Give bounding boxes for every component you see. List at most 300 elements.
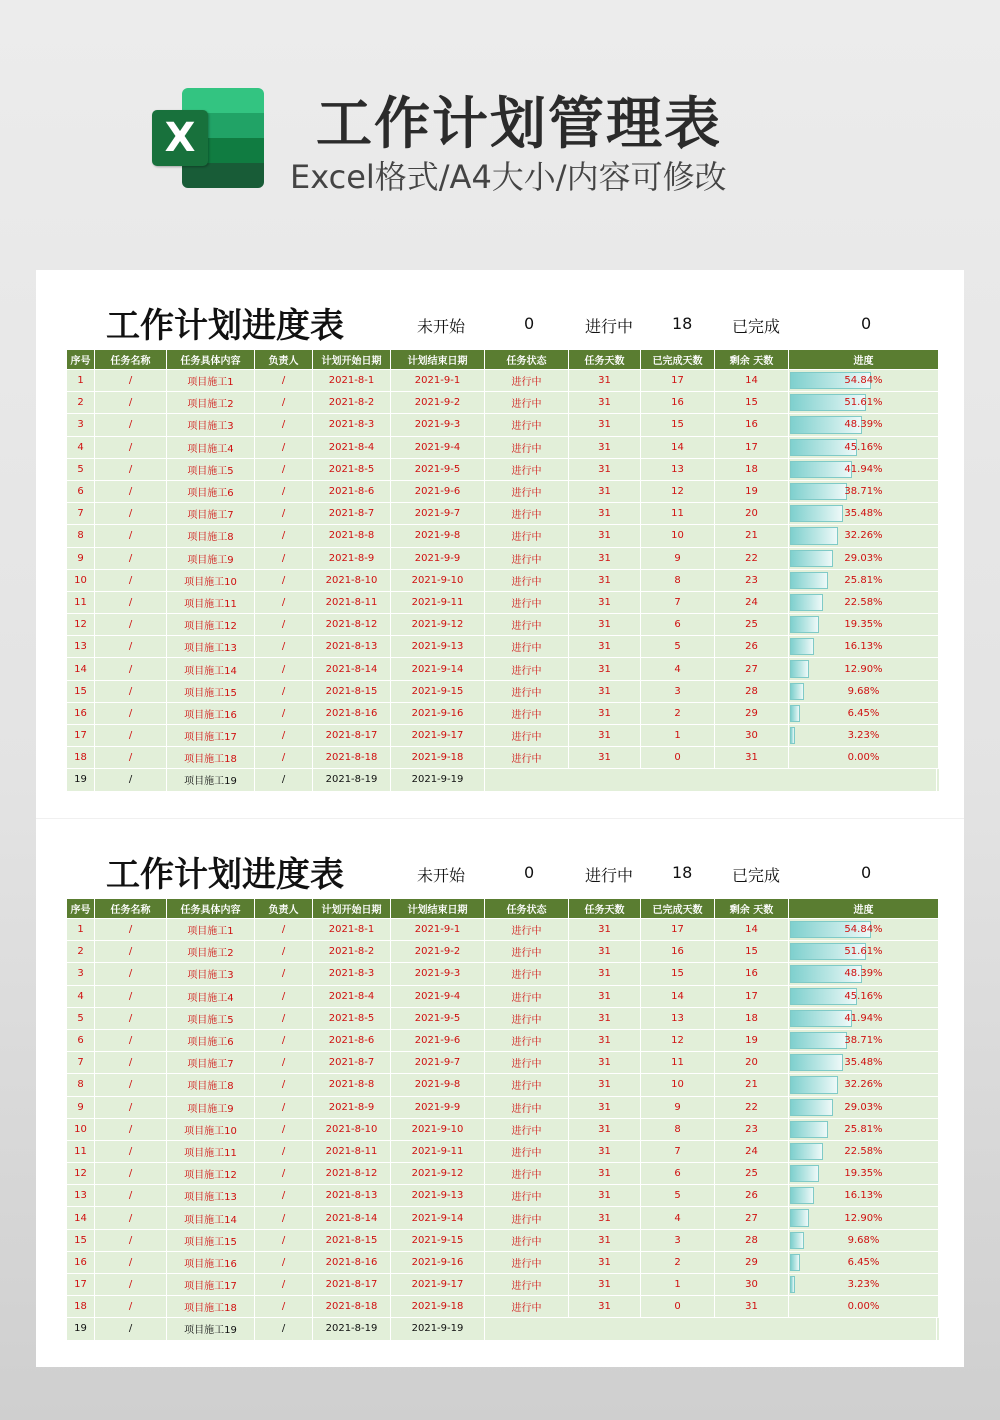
- table-cell: 25: [715, 1163, 789, 1184]
- table-cell: /: [255, 1119, 313, 1140]
- table-row: [67, 548, 939, 570]
- progress-bar: [790, 727, 795, 744]
- table-cell: 项目施工12: [167, 1163, 255, 1184]
- table-cell: 30: [715, 725, 789, 746]
- column-header: 剩余 天数: [715, 899, 789, 918]
- table-cell: 24: [715, 592, 789, 613]
- table-cell: 2021-8-7: [313, 1052, 391, 1073]
- table-cell: /: [255, 1097, 313, 1118]
- table-cell: 2021-9-8: [391, 1074, 485, 1095]
- table-cell: 17: [641, 919, 715, 940]
- table-cell: /: [95, 414, 167, 435]
- table-cell: 31: [569, 1163, 641, 1184]
- sheet-preview-1: [36, 270, 964, 818]
- table-cell: /: [95, 725, 167, 746]
- table-cell: 31: [569, 1274, 641, 1295]
- table-cell: /: [255, 1074, 313, 1095]
- progress-bar: [790, 572, 828, 589]
- table-row: [67, 503, 939, 525]
- progress-bar: [790, 461, 852, 478]
- progress-bar: [790, 1076, 838, 1093]
- column-header: 已完成天数: [641, 350, 715, 369]
- progress-value: 0.00%: [847, 752, 880, 764]
- table-cell: 31: [569, 1230, 641, 1251]
- table-cell: 3: [67, 414, 95, 435]
- in-progress-label: 进行中: [585, 866, 634, 885]
- progress-value: 38.71%: [844, 486, 883, 498]
- table-cell: /: [95, 481, 167, 502]
- excel-x-icon: X: [152, 110, 208, 166]
- table-cell: 2021-9-11: [391, 592, 485, 613]
- table-cell: 14: [67, 658, 95, 679]
- table-cell: 8: [641, 570, 715, 591]
- table-cell: 2021-9-17: [391, 725, 485, 746]
- table-cell: 31: [569, 1074, 641, 1095]
- progress-bar: [790, 1099, 833, 1116]
- progress-table: [67, 350, 939, 792]
- table-row: [67, 1008, 939, 1030]
- table-cell: 2021-9-8: [391, 525, 485, 546]
- progress-bar: [790, 1054, 843, 1071]
- progress-value: 16.13%: [844, 1190, 883, 1202]
- table-cell: 15: [641, 414, 715, 435]
- table-cell: 项目施工6: [167, 1030, 255, 1051]
- progress-cell: [789, 459, 939, 480]
- table-cell: /: [255, 614, 313, 635]
- table-cell: /: [255, 1252, 313, 1273]
- progress-cell: [789, 548, 939, 569]
- table-cell: 15: [67, 1230, 95, 1251]
- table-cell: /: [95, 437, 167, 458]
- excel-logo: [152, 88, 264, 188]
- table-cell: 14: [641, 986, 715, 1007]
- table-cell: 17: [67, 1274, 95, 1295]
- table-cell: 8: [641, 1119, 715, 1140]
- table-cell: 项目施工5: [167, 1008, 255, 1029]
- table-cell: 31: [569, 481, 641, 502]
- progress-value: 12.90%: [844, 1212, 883, 1224]
- table-cell: 4: [67, 437, 95, 458]
- progress-cell: [789, 658, 939, 679]
- table-row: [67, 570, 939, 592]
- table-cell: 项目施工7: [167, 503, 255, 524]
- table-cell: 9: [641, 1097, 715, 1118]
- table-cell: 10: [67, 570, 95, 591]
- table-cell: 进行中: [485, 570, 569, 591]
- progress-cell: [789, 614, 939, 635]
- column-header: 任务天数: [569, 350, 641, 369]
- page-title: 工作计划管理表: [316, 92, 722, 157]
- table-row: [67, 1141, 939, 1163]
- table-cell: 16: [641, 392, 715, 413]
- table-cell: 28: [715, 1230, 789, 1251]
- table-cell: /: [95, 525, 167, 546]
- table-row: [67, 459, 939, 481]
- table-cell: 4: [67, 986, 95, 1007]
- done-label: 已完成: [732, 866, 781, 885]
- table-cell: 17: [67, 725, 95, 746]
- progress-cell: [789, 392, 939, 413]
- table-row: [67, 1119, 939, 1141]
- table-cell: /: [255, 703, 313, 724]
- table-row: [67, 1163, 939, 1185]
- table-cell: /: [255, 503, 313, 524]
- table-cell: 31: [569, 1185, 641, 1206]
- table-cell: 项目施工14: [167, 658, 255, 679]
- table-cell: 2021-8-8: [313, 1074, 391, 1095]
- table-cell: 31: [569, 392, 641, 413]
- table-cell: 31: [569, 747, 641, 768]
- table-cell: 项目施工13: [167, 1185, 255, 1206]
- table-cell: /: [255, 1052, 313, 1073]
- column-header: 任务天数: [569, 899, 641, 918]
- table-cell: /: [95, 548, 167, 569]
- table-cell: 14: [715, 919, 789, 940]
- table-row: [67, 437, 939, 459]
- table-cell: 项目施工5: [167, 459, 255, 480]
- table-cell: /: [255, 1207, 313, 1228]
- table-cell: 31: [715, 1296, 789, 1317]
- table-cell: 2021-9-7: [391, 503, 485, 524]
- table-cell: 项目施工1: [167, 370, 255, 391]
- table-row: [67, 1097, 939, 1119]
- table-cell: 2021-8-1: [313, 370, 391, 391]
- table-cell: 16: [715, 963, 789, 984]
- progress-bar: [790, 1165, 819, 1182]
- done-count: 0: [861, 314, 872, 333]
- progress-cell: [789, 370, 939, 391]
- table-cell: /: [95, 570, 167, 591]
- table-row: [67, 370, 939, 392]
- table-cell: /: [95, 614, 167, 635]
- not-started-label: 未开始: [417, 866, 466, 885]
- table-cell: 项目施工3: [167, 414, 255, 435]
- table-cell: 2021-8-15: [313, 1230, 391, 1251]
- progress-cell: [789, 986, 939, 1007]
- progress-bar: [790, 505, 843, 522]
- table-cell: 进行中: [485, 1230, 569, 1251]
- table-cell: /: [255, 525, 313, 546]
- table-cell: 2021-9-4: [391, 437, 485, 458]
- table-cell: 2021-9-3: [391, 963, 485, 984]
- table-cell: 项目施工1: [167, 919, 255, 940]
- table-cell: 31: [569, 1097, 641, 1118]
- table-cell: 12: [641, 1030, 715, 1051]
- table-cell: 15: [715, 941, 789, 962]
- table-cell: 2021-9-10: [391, 570, 485, 591]
- progress-value: 41.94%: [844, 463, 883, 475]
- table-cell: /: [95, 986, 167, 1007]
- table-cell: 2021-9-17: [391, 1274, 485, 1295]
- table-cell: 10: [641, 1074, 715, 1095]
- table-cell: 进行中: [485, 437, 569, 458]
- column-header: 任务状态: [485, 899, 569, 918]
- table-row: [67, 986, 939, 1008]
- table-cell: 6: [641, 614, 715, 635]
- progress-value: 32.26%: [844, 1079, 883, 1091]
- table-cell: 7: [67, 503, 95, 524]
- table-cell: 项目施工16: [167, 703, 255, 724]
- table-cell: 16: [641, 941, 715, 962]
- table-cell: 进行中: [485, 919, 569, 940]
- table-cell: /: [95, 636, 167, 657]
- table-cell: 31: [569, 414, 641, 435]
- table-cell: /: [255, 1318, 313, 1339]
- column-header: 序号: [67, 899, 95, 918]
- progress-value: 19.35%: [844, 1168, 883, 1180]
- table-cell: 2021-8-12: [313, 1163, 391, 1184]
- table-cell: 2021-8-10: [313, 1119, 391, 1140]
- table-cell: /: [255, 570, 313, 591]
- table-cell: 30: [715, 1274, 789, 1295]
- progress-bar: [790, 1276, 795, 1293]
- table-cell: 9: [67, 548, 95, 569]
- table-row: [67, 658, 939, 680]
- progress-value: 48.39%: [844, 419, 883, 431]
- table-cell: 2021-8-7: [313, 503, 391, 524]
- table-cell: 16: [715, 414, 789, 435]
- table-cell: 2021-8-4: [313, 437, 391, 458]
- progress-value: 25.81%: [844, 1123, 883, 1135]
- table-cell: 11: [641, 1052, 715, 1073]
- table-cell: /: [95, 459, 167, 480]
- table-cell: 1: [641, 1274, 715, 1295]
- table-cell: 13: [641, 459, 715, 480]
- table-cell: 31: [569, 681, 641, 702]
- table-cell: 项目施工2: [167, 941, 255, 962]
- table-cell: 2021-9-19: [391, 769, 485, 790]
- table-row: [67, 392, 939, 414]
- column-header: 任务名称: [95, 899, 167, 918]
- table-cell: 11: [67, 1141, 95, 1162]
- table-cell: 1: [641, 725, 715, 746]
- table-cell: /: [255, 747, 313, 768]
- progress-bar: [790, 1143, 823, 1160]
- progress-cell: [789, 1097, 939, 1118]
- table-cell: 2021-8-2: [313, 392, 391, 413]
- table-cell: 20: [715, 503, 789, 524]
- table-cell: 项目施工9: [167, 548, 255, 569]
- table-cell: 31: [569, 503, 641, 524]
- table-cell: 14: [641, 437, 715, 458]
- table-cell: 31: [569, 941, 641, 962]
- table-cell: 2021-8-10: [313, 570, 391, 591]
- table-cell: 进行中: [485, 1052, 569, 1073]
- table-cell: 31: [569, 570, 641, 591]
- table-cell: 2021-9-15: [391, 1230, 485, 1251]
- table-cell: 2021-8-4: [313, 986, 391, 1007]
- table-cell: 2: [67, 392, 95, 413]
- not-started-count: 0: [524, 314, 535, 333]
- table-cell: 7: [67, 1052, 95, 1073]
- progress-value: 6.45%: [847, 1256, 880, 1268]
- table-cell: /: [95, 941, 167, 962]
- table-cell: 2021-8-14: [313, 658, 391, 679]
- progress-value: 16.13%: [844, 641, 883, 653]
- progress-value: 29.03%: [844, 1101, 883, 1113]
- table-cell: 20: [715, 1052, 789, 1073]
- progress-cell: [789, 525, 939, 546]
- table-row: [67, 941, 939, 963]
- table-row: [67, 1318, 939, 1340]
- table-cell: 项目施工10: [167, 1119, 255, 1140]
- table-row: [67, 1296, 939, 1318]
- table-cell: /: [255, 370, 313, 391]
- progress-cell: [789, 1008, 939, 1029]
- progress-table: [67, 899, 939, 1341]
- empty-merged-cell: [485, 769, 937, 790]
- table-cell: 27: [715, 1207, 789, 1228]
- table-cell: 2021-8-13: [313, 1185, 391, 1206]
- table-cell: 2021-8-6: [313, 481, 391, 502]
- column-header: 计划结束日期: [391, 350, 485, 369]
- table-cell: /: [95, 1207, 167, 1228]
- table-cell: 31: [715, 747, 789, 768]
- progress-cell: [789, 703, 939, 724]
- table-cell: 2021-8-5: [313, 459, 391, 480]
- table-cell: 进行中: [485, 1252, 569, 1273]
- table-cell: 8: [67, 1074, 95, 1095]
- progress-value: 6.45%: [847, 707, 880, 719]
- table-cell: /: [95, 1318, 167, 1339]
- table-cell: 2021-9-19: [391, 1318, 485, 1339]
- progress-value: 54.84%: [844, 924, 883, 936]
- table-cell: 进行中: [485, 1030, 569, 1051]
- table-cell: 31: [569, 658, 641, 679]
- table-cell: 2021-8-17: [313, 1274, 391, 1295]
- column-header: 序号: [67, 350, 95, 369]
- column-header: 进度: [789, 899, 939, 918]
- progress-bar: [790, 1254, 800, 1271]
- table-cell: 项目施工7: [167, 1052, 255, 1073]
- table-cell: 2021-8-16: [313, 703, 391, 724]
- progress-value: 0.00%: [847, 1301, 880, 1313]
- table-cell: 31: [569, 636, 641, 657]
- table-cell: 进行中: [485, 1008, 569, 1029]
- table-row: [67, 1185, 939, 1207]
- table-cell: /: [255, 1141, 313, 1162]
- progress-cell: [789, 919, 939, 940]
- progress-bar: [790, 1010, 852, 1027]
- table-cell: 进行中: [485, 459, 569, 480]
- progress-cell: [789, 1163, 939, 1184]
- table-cell: /: [95, 392, 167, 413]
- table-cell: 进行中: [485, 1074, 569, 1095]
- not-started-count: 0: [524, 863, 535, 882]
- table-cell: 31: [569, 1030, 641, 1051]
- table-cell: /: [255, 437, 313, 458]
- table-header-row: [67, 350, 939, 370]
- table-cell: 2021-9-9: [391, 548, 485, 569]
- table-cell: 2021-8-14: [313, 1207, 391, 1228]
- table-cell: 进行中: [485, 1119, 569, 1140]
- table-cell: 5: [67, 459, 95, 480]
- progress-value: 25.81%: [844, 574, 883, 586]
- table-cell: /: [95, 1230, 167, 1251]
- table-cell: 2021-9-3: [391, 414, 485, 435]
- table-cell: 2021-8-19: [313, 769, 391, 790]
- table-cell: 项目施工4: [167, 986, 255, 1007]
- table-row: [67, 747, 939, 769]
- table-cell: 2021-9-16: [391, 1252, 485, 1273]
- table-cell: 19: [715, 1030, 789, 1051]
- table-cell: 进行中: [485, 725, 569, 746]
- column-header: 任务名称: [95, 350, 167, 369]
- column-header: 任务具体内容: [167, 899, 255, 918]
- progress-cell: [789, 1296, 939, 1317]
- table-cell: 18: [67, 747, 95, 768]
- not-started-label: 未开始: [417, 317, 466, 336]
- table-cell: 15: [67, 681, 95, 702]
- table-cell: 8: [67, 525, 95, 546]
- table-row: [67, 703, 939, 725]
- table-cell: 17: [641, 370, 715, 391]
- progress-cell: [789, 1252, 939, 1273]
- table-cell: 2021-9-9: [391, 1097, 485, 1118]
- table-cell: 31: [569, 1207, 641, 1228]
- progress-cell: [789, 1230, 939, 1251]
- table-cell: 2021-8-3: [313, 414, 391, 435]
- table-cell: 2021-9-2: [391, 941, 485, 962]
- progress-value: 3.23%: [847, 730, 880, 742]
- table-cell: 13: [641, 1008, 715, 1029]
- table-cell: 31: [569, 1052, 641, 1073]
- progress-bar: [790, 1209, 809, 1226]
- table-cell: /: [95, 747, 167, 768]
- table-cell: 2021-9-12: [391, 1163, 485, 1184]
- table-row: [67, 1052, 939, 1074]
- progress-value: 51.61%: [844, 946, 883, 958]
- table-cell: 进行中: [485, 941, 569, 962]
- table-cell: 进行中: [485, 481, 569, 502]
- table-cell: 5: [641, 1185, 715, 1206]
- progress-value: 48.39%: [844, 968, 883, 980]
- table-cell: 2021-8-1: [313, 919, 391, 940]
- table-cell: 10: [67, 1119, 95, 1140]
- progress-value: 41.94%: [844, 1012, 883, 1024]
- table-cell: 18: [715, 459, 789, 480]
- table-cell: 31: [569, 437, 641, 458]
- table-row: [67, 592, 939, 614]
- table-cell: 项目施工9: [167, 1097, 255, 1118]
- table-cell: 进行中: [485, 1274, 569, 1295]
- table-row: [67, 481, 939, 503]
- table-cell: 18: [67, 1296, 95, 1317]
- progress-value: 22.58%: [844, 1145, 883, 1157]
- progress-bar: [790, 483, 847, 500]
- table-cell: 19: [67, 1318, 95, 1339]
- progress-cell: [789, 1119, 939, 1140]
- table-cell: 12: [641, 481, 715, 502]
- table-cell: /: [255, 1185, 313, 1206]
- table-cell: 2021-9-4: [391, 986, 485, 1007]
- column-header: 负责人: [255, 350, 313, 369]
- table-cell: 26: [715, 636, 789, 657]
- table-cell: /: [255, 919, 313, 940]
- progress-value: 9.68%: [847, 1234, 880, 1246]
- empty-merged-cell: [485, 1318, 937, 1339]
- table-cell: 进行中: [485, 614, 569, 635]
- table-cell: 31: [569, 1008, 641, 1029]
- table-cell: /: [255, 459, 313, 480]
- table-row: [67, 1230, 939, 1252]
- table-cell: 进行中: [485, 963, 569, 984]
- table-cell: 1: [67, 370, 95, 391]
- table-cell: 2021-9-1: [391, 370, 485, 391]
- table-cell: 进行中: [485, 370, 569, 391]
- progress-value: 38.71%: [844, 1035, 883, 1047]
- table-cell: /: [255, 1008, 313, 1029]
